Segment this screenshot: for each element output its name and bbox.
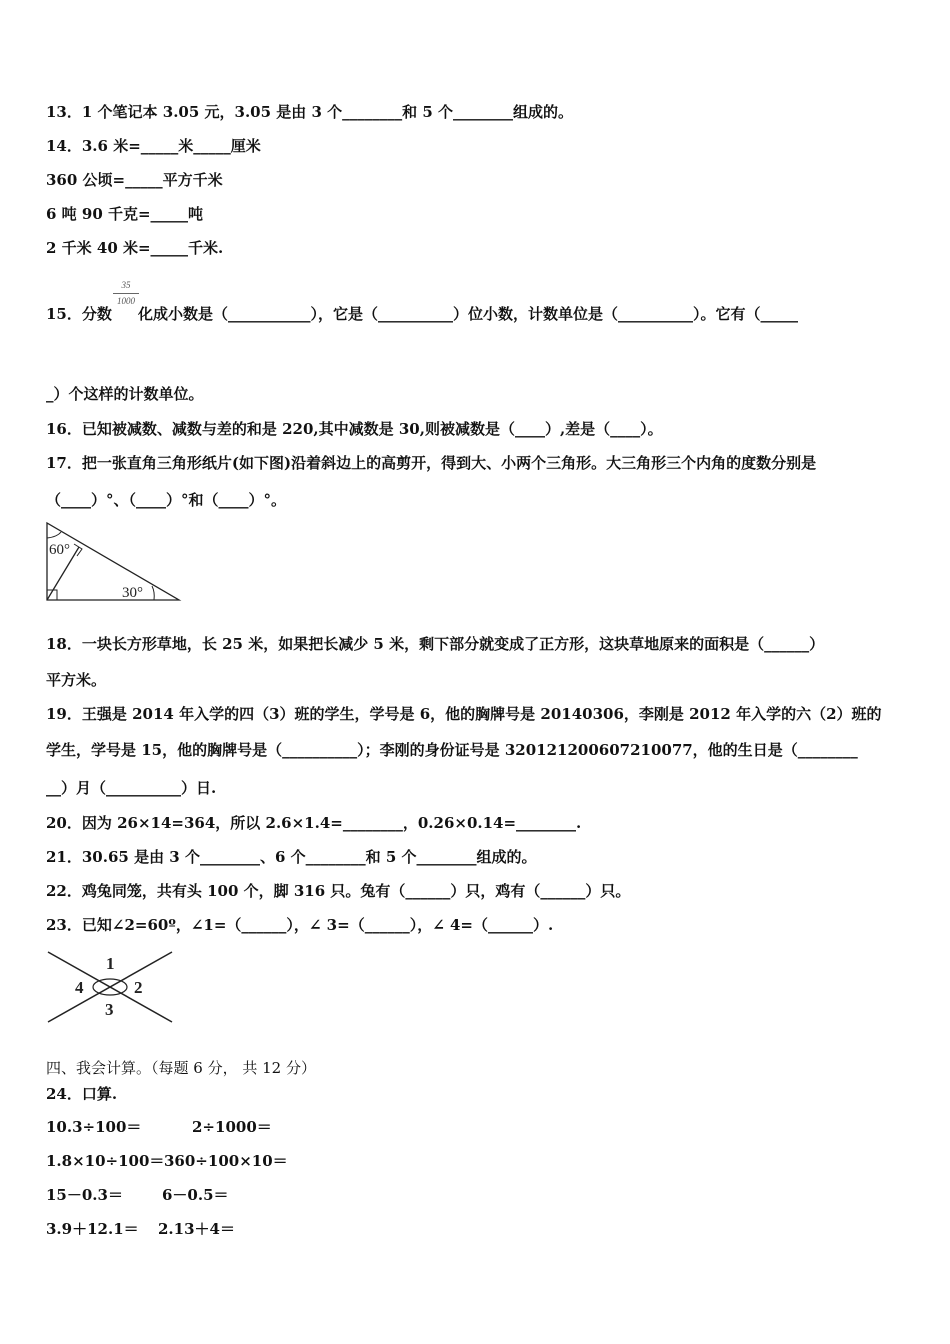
intersecting-lines-figure [44, 948, 176, 1026]
section-4-heading: 四、我会计算。（每题 6 分， 共 12 分） [46, 1059, 316, 1077]
calc-r4-c1: 3.9＋12.1＝ [46, 1220, 139, 1238]
question-17-line2: （____）°、（____）°和（____）°。 [46, 491, 287, 509]
calc-r2-c1: 1.8×10÷100＝ [46, 1152, 165, 1170]
angle-label-1: 1 [106, 954, 115, 973]
question-21: 21．30.65 是由 3 个________、6 个________和 5 个________组成的。 [46, 848, 537, 866]
calc-r2-c2: 360÷100×10＝ [164, 1152, 288, 1170]
fraction-numerator: 35 [121, 280, 131, 290]
question-19-line2: 学生，学号是 15，他的胸牌号是（__________）；李刚的身份证号是 320121200607210077，他的生日是（________ [46, 741, 858, 759]
question-17-line1: 17．把一张直角三角形纸片(如下图)沿着斜边上的高剪开，得到大、小两个三角形。大三角形三个内角的度数分别是 [46, 454, 817, 472]
question-14-line1: 14．3.6 米=_____米_____厘米 [46, 137, 261, 155]
angle-label-30: 30° [122, 585, 143, 601]
calc-r3-c1: 15－0.3＝ [46, 1186, 123, 1204]
calc-r1-c1: 10.3÷100＝ [46, 1118, 142, 1136]
question-14-line3: 6 吨 90 千克=_____吨 [46, 205, 204, 223]
question-18-line1: 18．一块长方形草地，长 25 米，如果把长减少 5 米，剩下部分就变成了正方形，这块草地原来的面积是（______） [46, 635, 825, 653]
angle-label-2: 2 [134, 978, 143, 997]
angle-label-3: 3 [105, 1000, 114, 1019]
calc-r1-c2: 2÷1000＝ [192, 1118, 272, 1136]
fraction-bar [113, 293, 139, 294]
question-16: 16．已知被减数、减数与差的和是 220,其中减数是 30,则被减数是（____）,差是（____）。 [46, 420, 663, 438]
fraction-denominator: 1000 [117, 296, 135, 306]
question-14-line4: 2 千米 40 米=_____千米. [46, 239, 224, 257]
question-22: 22．鸡兔同笼，共有头 100 个，脚 316 只。兔有（______）只，鸡有（______）只。 [46, 882, 631, 900]
angle-arc-60 [47, 532, 61, 538]
angle-label-60: 60° [49, 542, 70, 558]
triangle-outline [47, 523, 179, 600]
question-20: 20．因为 26×14=364，所以 2.6×1.4=________，0.26×0.14=________. [46, 814, 582, 832]
right-triangle-figure [44, 520, 184, 604]
calc-r4-c2: 2.13＋4＝ [158, 1220, 235, 1238]
question-19-line1: 19．王强是 2014 年入学的四（3）班的学生，学号是 6，他的胸牌号是 20140306，李刚是 2012 年入学的六（2）班的 [46, 705, 882, 723]
question-14-line2: 360 公顷=_____平方千米 [46, 171, 223, 189]
question-23: 23．已知∠2=60º，∠1=（______），∠ 3=（______），∠ 4=（______）. [46, 916, 554, 934]
calc-r3-c2: 6－0.5＝ [162, 1186, 229, 1204]
question-19-line3: __）月（__________）日. [46, 779, 217, 797]
angle-arc-30 [152, 586, 154, 600]
question-15-cont: _）个这样的计数单位。 [46, 385, 204, 403]
question-15-rest: 化成小数是（___________），它是（__________）位小数，计数单位是（__________）。它有（_____ [138, 305, 799, 323]
angle-label-4: 4 [75, 978, 84, 997]
question-18-line2: 平方米。 [46, 671, 107, 689]
question-24-title: 24．口算. [46, 1085, 118, 1103]
question-13: 13．1 个笔记本 3.05 元，3.05 是由 3 个________和 5 个________组成的。 [46, 103, 574, 121]
question-15-prefix: 15．分数 [46, 305, 112, 323]
